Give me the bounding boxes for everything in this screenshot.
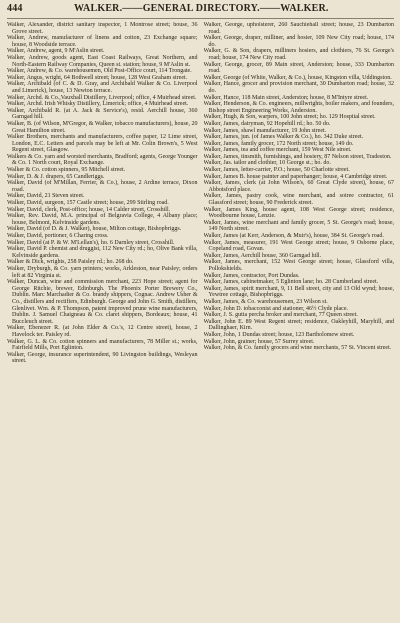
directory-entry: Walker, James, tea and coffee merchant, 159 West Nile street.	[203, 147, 352, 154]
directory-entry: Walker, Angus, wright, 64 Bothwell street; house, 128 West Graham street.	[7, 74, 188, 81]
directory-entry: Walker, G. & Son, drapers, milliners hosiers, and clothiers, 76 St. George's road; house, 174 New City road.	[203, 48, 394, 61]
directory-entry: Walker, James, contractor, Port Dundas.	[203, 272, 300, 279]
directory-entry: Walker, John E. 89 West Regent street; residence, Oakleyhill, Maryhill, and Dallinghaer, Kirn.	[203, 318, 394, 332]
directory-entry: Walker, James, pastry cook, wine merchant, and soiree contractor, 61 Glassford street; house, 90 Frederick street.	[203, 193, 394, 207]
directory-entry: Walker, Andrew, manufacturer of linens and cotton, 23 Exchange square; house, 8 Woodside terrace.	[7, 35, 198, 48]
directory-entry: Walker, George (of White, Walker, & Co.), house, Kingston villa, Uddingston.	[203, 74, 392, 81]
directory-entry: Walker, Archd. Irish Whisky Distillery, Limerick; office, 4 Muirhead street.	[7, 101, 189, 108]
directory-entry: Walker, Archibald (of C. & D. Gray, and Archibald Walker & Co. Liverpool and Limerick), house, 13 Newton terrace.	[7, 81, 198, 94]
directory-entry: Walker, Archd. & Co.,Vauxhall Distillery, Liverpool; office, 4 Muirhead street.	[7, 94, 197, 101]
directory-entry: Walker, James B. house painter and paperhanger; house, 4 Cambridge street.	[203, 173, 388, 180]
directory-entry: Walkers & Co. yarn and worsted merchants, Bradford; agents, George Younger & Co. 1 North court, Royal Exchange.	[7, 153, 198, 167]
directory-entry: Walker, Andrew, & Co. warehousemen, Old Post-Office court, 114 Trongate.	[7, 68, 192, 75]
directory-columns	[7, 22, 394, 620]
directory-entry: Walker, James, & Co. warehousemen, 23 Wilson st.	[203, 298, 328, 305]
directory-entry: Walker, John, 1 Dundas street; house, 123 Bartholomew street.	[203, 331, 355, 338]
left-column	[7, 22, 198, 620]
directory-entry: Walker, Archibald R. (at A. Jack & Service's), resid. Aerchill house, 360 Garngad hill.	[7, 107, 198, 121]
directory-entry: Walker, James, cabinetmaker, 5 Eglinton lane; ho. 28 Cumberland street.	[203, 279, 379, 286]
directory-entry: Walker, James, dairyman, 92 Hopehill rd.; ho. 50 do.	[203, 120, 331, 127]
directory-entry: Walker, David (at P. & W. M'Lellan's), ho. 6 Darnley street, Crosshill.	[7, 239, 175, 246]
directory-entry: Walker, George, upholsterer, 260 Sauchiehall street; house, 23 Dumbarton road.	[203, 22, 394, 35]
directory-entry: Walker, James, wine merchant and family grocer, 5 St. George's road; house, 149 North street.	[203, 219, 394, 233]
directory-entry: Walker, James, shawl manufacturer, 19 John street.	[203, 127, 327, 134]
directory-entry: Walker & Co. cotton spinners, 95 Mitchell street.	[7, 167, 126, 174]
directory-entry: Walker, James, letter-carrier, P.O.; house, 50 Charlotte street.	[203, 167, 350, 174]
directory-entry: Walker, Hugh, & Son, warpers, 100 John street; ho. 129 Hospital street.	[203, 114, 376, 121]
directory-entry: Walker, David (of M'Millan, Ferrier, & Co.), house, 2 Ardine terrace, Dixon road.	[7, 180, 198, 193]
directory-entry: Walker Brothers, merchants and manufacturers, coffee paper, 12 Lime street, London, E.C. Letters and parcels may be left at Mr. Colin Brown's, 5 West Regent street, Glasgow.	[7, 134, 198, 154]
directory-entry: Walker, Henderson, & Co. engineers, millwrights, boiler makers, and founders, Bishop street Engineering Works, Anderston.	[203, 101, 394, 114]
directory-entry: Walker, James, spirit merchant, 9, 11 Bell street, city and 13 Old wynd; house, Yewtree cottage, Bishopbriggs.	[203, 285, 394, 299]
running-head	[7, 3, 394, 19]
directory-entry: Walker, James, measurer, 191 West George street; house, 9 Osborne place, Copeland road, Govan.	[203, 239, 394, 253]
right-column	[204, 22, 395, 620]
directory-entry: Walker, George, draper, milliner, and hosier, 109 New City road; house, 174 do.	[203, 35, 394, 48]
directory-entry: Walker, James (at Kerr, Anderson, & Muir's), house, 384 St. George's road.	[203, 233, 384, 239]
page-title: WALKER.——GENERAL DIRECTORY.——WALKER.	[73, 3, 329, 14]
directory-entry: Walker, James, merchant, 152 West George street; house, Glassford villa, Pollokshields.	[203, 259, 394, 272]
directory-entry: Walker, David (of D. & J. Walker), house, Milton cottage, Bishopbriggs.	[7, 226, 182, 233]
directory-entry: Walker, George, insurance superintendent, 90 Livingston buildings, Wesleyan street.	[7, 351, 198, 365]
directory-entry: Walker, Hance, 118 Main street, Anderston; house, 8 M'Intyre street.	[203, 94, 369, 101]
directory-entry: Walker, John, & Co. family grocers and wine merchants, 57 St. Vincent street.	[203, 345, 392, 352]
directory-entry: Walker, James, family grocer, 172 North street; house, 149 do.	[203, 140, 354, 147]
directory-entry: Walker & Dick, wrights, 258 Paisley rd.; ho. 268 do.	[7, 259, 134, 266]
directory-entry: Walker, John D. tobacconist and stationer, 46½ Clyde place.	[203, 305, 348, 312]
directory-entry: Walker, George, grocer, 89 Main street, Anderston; house, 333 Dumbarton road.	[203, 61, 394, 75]
directory-entry: Walker, David P. chemist and druggist, 112 New City rd.; ho, Olive Bank villa, Kelvinside gardens.	[7, 246, 198, 259]
directory-entry: Walker, David, clerk, Post-office; house, 14 Calder street, Crosshill.	[7, 206, 171, 213]
directory-entry: Walker, John, grainer; house, 57 Surrey street.	[203, 338, 315, 345]
directory-entry: Walker, James, tinsmith, furnishings, and hosiery, 87 Nelson street, Tradeston.	[203, 153, 392, 160]
directory-entry: Walker, James King, house agent, 108 West George street; residence, Woodbourne house, Lenzie.	[203, 206, 394, 220]
directory-entry: Walker, Hance, grocer and provision merchant, 30 Dumbarton road; house, 32 do.	[203, 81, 394, 94]
directory-entry: Walker, D. & J. drapers, 65 Candleriggs.	[7, 173, 105, 180]
directory-entry: Walker, James, jun. (of James Walker & Co.), ho. 342 Duke street.	[203, 134, 364, 141]
directory-entry: Walker, Duncan, wine and commission merchant, 223 Hope street; agent for George Ritchie, brewer, Edinburgh. The Phoenix Porter Brewery Co., Dublin. Marc Marchadier & Co. brandy shippers, Cognac. Andrew Usher & Co., distillers and rectifiers, Edinburgh. George and John G. Smith, distillers, Glenlivet. Wm. & P. Thompson, patent improved prune wine manufacturers, Dublin. J. Samuel Chaigneau & Co. claret shippers, Bordeaux; house, 41 Buccleuch street.	[7, 279, 198, 325]
directory-entry: Walker, David, 21 Steven street.	[7, 193, 85, 200]
directory-entry: Walker, David, surgeon, 157 Castle street; house, 299 Stirling road.	[7, 200, 169, 207]
directory-entry: Walker, Jas. tailor and clothier, 10 George st.; ho. do.	[203, 160, 331, 167]
directory-entry: Walker, Rev. David, M.A. principal of Belgravia College, 4 Albany place; house, Belmont, Kelvinside gardens.	[7, 213, 198, 226]
directory-entry: Walker, James, clerk (at John Wilson's, 60 Great Clyde street), house, 67 Abbotsford place.	[203, 180, 394, 193]
directory-entry: Walker, G. L. & Co. cotton spinners and manufacturers, 78 Miller st.; works, Fairfield Mills, Port Eglinton.	[7, 338, 198, 352]
directory-entry: Walker, David, portioner, 6 Charing cross.	[7, 233, 109, 239]
directory-entry: Walker, Dryburgh, & Co. yarn printers; works, Arkleston, near Paisley; orders left at 82 Virginia st.	[7, 265, 198, 279]
directory-entry: Walker, B. (of Wilson, M'Gregor, & Walker, tobacco manufacturers), house, 20 Great Hamilton street.	[7, 120, 198, 134]
directory-entry: Walker, James, Aerchill house, 360 Garngad hill.	[203, 252, 322, 259]
page-number: 444	[7, 3, 23, 14]
directory-entry: Walker, J. S. gutta percha broker and merchant, 77 Queen street.	[203, 312, 358, 319]
directory-entry: Walker, Andrew, agent, 9 M'Aslin street.	[7, 48, 105, 55]
directory-entry: Walker, Andrew, goods agent, East Coast Railways, Great Northern, and North-Eastern Railway Companies, Queen st. station; house, 9 M'Aslin st.	[7, 54, 198, 68]
directory-entry: Walker, Alexander, district sanitary inspector, 1 Montrose street; house, 36 Grove street.	[7, 22, 198, 35]
directory-entry: Walker, Ebenezer R. (at John Elder & Co.'s, 12 Centre street), house, 2 Havelock ter. Paisley rd.	[7, 325, 198, 338]
